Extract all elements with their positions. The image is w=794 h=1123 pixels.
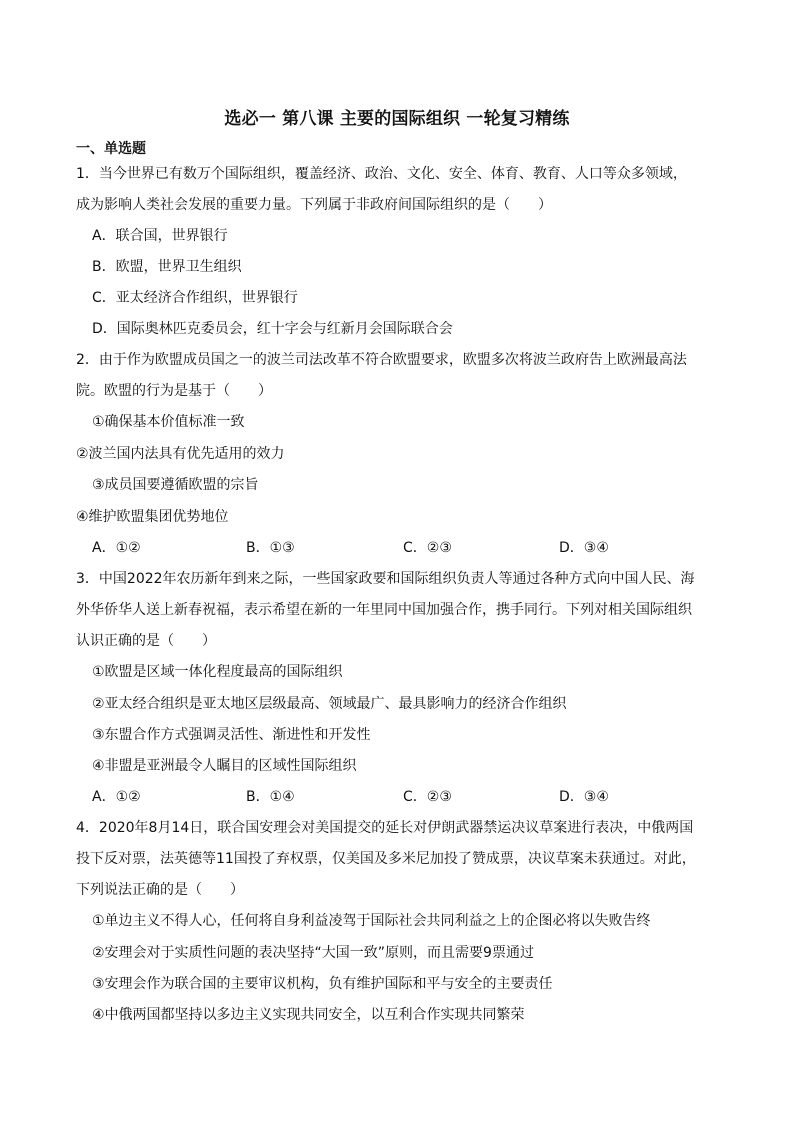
q3-stem-line-3: 认识正确的是（ ） [76, 633, 216, 649]
q2-stem-line-1: 2．由于作为欧盟成员国之一的波兰司法改革不符合欧盟要求，欧盟多次将波兰政府告上欧洲最高法 [76, 352, 687, 368]
q1-option-b: B．欧盟，世界卫生组织 [92, 259, 242, 275]
page-title: 选必一 第八课 主要的国际组织 一轮复习精练 [224, 109, 570, 129]
q3-item-1: ①欧盟是区域一体化程度最高的国际组织 [92, 664, 343, 680]
section-heading: 一、单选题 [76, 141, 146, 157]
q3-item-3: ③东盟合作方式强调灵活性、渐进性和开发性 [92, 727, 371, 743]
q2-item-3: ③成员国要遵循欧盟的宗旨 [92, 477, 259, 493]
q2-stem-line-2: 院。欧盟的行为是基于（ ） [76, 383, 272, 399]
q2-option-c: C．②③ [403, 540, 452, 556]
q2-item-1: ①确保基本价值标准一致 [92, 414, 245, 430]
q2-item-2: ②波兰国内法具有优先适用的效力 [76, 446, 285, 462]
q3-stem-line-1: 3．中国2022年农历新年到来之际，一些国家政要和国际组织负责人等通过各种方式向中国人民、海 [76, 571, 695, 587]
q4-stem-line-1: 4．2020年8月14日，联合国安理会对美国提交的延长对伊朗武器禁运决议草案进行表决，中俄两国 [76, 820, 694, 836]
q3-stem-line-2: 外华侨华人送上新春祝福，表示希望在新的一年里同中国加强合作，携手同行。下列对相关国际组织 [76, 602, 692, 618]
q3-option-b: B．①④ [246, 789, 295, 805]
q3-option-c: C．②③ [403, 789, 452, 805]
q4-item-2: ②安理会对于实质性问题的表决坚持“大国一致”原则，而且需要9票通过 [92, 945, 534, 961]
q4-item-3: ③安理会作为联合国的主要审议机构，负有维护国际和平与安全的主要责任 [92, 976, 553, 992]
q4-item-4: ④中俄两国都坚持以多边主义实现共同安全，以互利合作实现共同繁荣 [92, 1007, 525, 1023]
q3-option-d: D．③④ [559, 789, 609, 805]
q2-option-d: D．③④ [559, 540, 609, 556]
q1-stem-line-2: 成为影响人类社会发展的重要力量。下列属于非政府间国际组织的是（ ） [76, 197, 552, 213]
q3-item-4: ④非盟是亚洲最令人瞩目的区域性国际组织 [92, 758, 357, 774]
q2-option-b: B．①③ [246, 540, 295, 556]
q2-option-a: A．①② [92, 540, 141, 556]
q3-item-2: ②亚太经合组织是亚太地区层级最高、领域最广、最具影响力的经济合作组织 [92, 696, 567, 712]
q3-option-a: A．①② [92, 789, 141, 805]
q1-option-c: C．亚太经济合作组织，世界银行 [92, 290, 298, 306]
q4-stem-line-2: 投下反对票，法英德等11国投了弃权票，仅美国及多米尼加投了赞成票，决议草案未获通过。对此， [76, 851, 696, 867]
q4-item-1: ①单边主义不得人心，任何将自身利益凌驾于国际社会共同利益之上的企图必将以失败告终 [92, 913, 651, 929]
q1-option-d: D．国际奥林匹克委员会，红十字会与红新月会国际联合会 [92, 321, 453, 337]
q1-stem-line-1: 1．当今世界已有数万个国际组织，覆盖经济、政治、文化、安全、体育、教育、人口等众多领域， [76, 166, 687, 182]
q1-option-a: A．联合国，世界银行 [92, 228, 228, 244]
q4-stem-line-3: 下列说法正确的是（ ） [76, 882, 244, 898]
q2-item-4: ④维护欧盟集团优势地位 [76, 509, 229, 525]
